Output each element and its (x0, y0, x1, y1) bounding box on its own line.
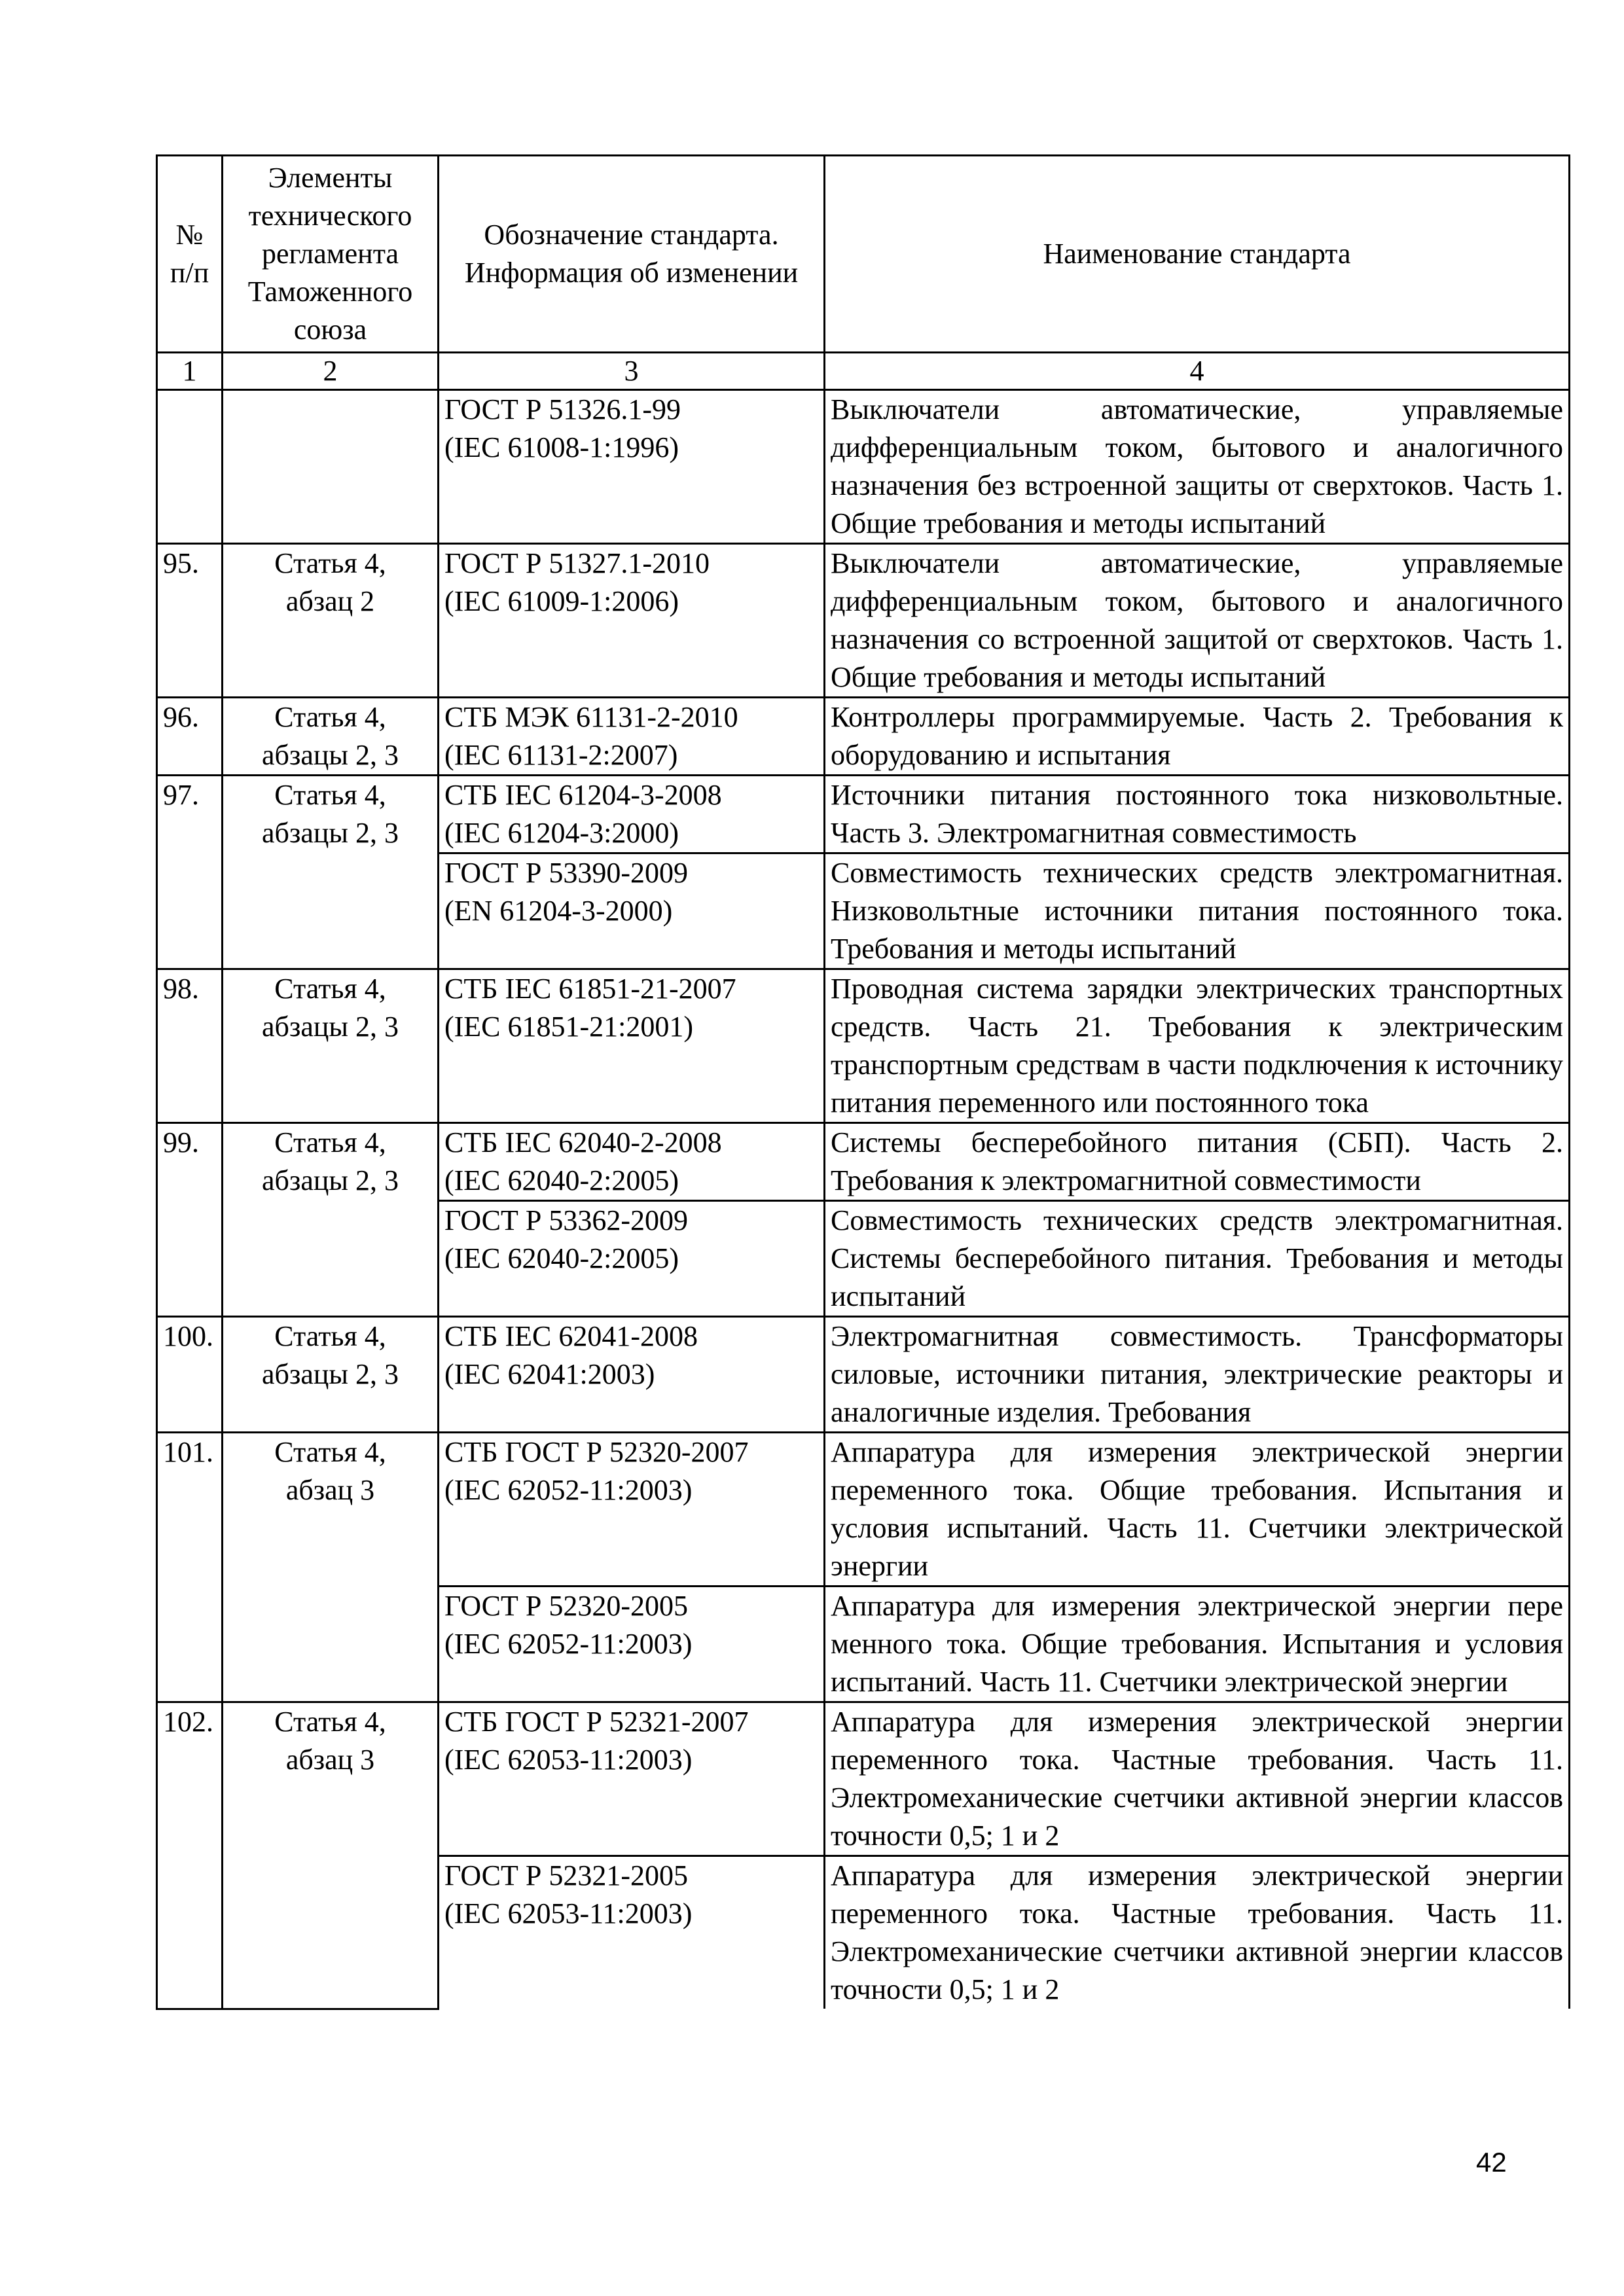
standard-designation-line: (IEC 62053-11:2003) (444, 1897, 693, 1929)
standard-designation-line: ГОСТ Р 52321-2005 (444, 1859, 689, 1892)
row-number: 99. (157, 1123, 223, 1317)
standard-designation-line: (IEC 62040-2:2005) (444, 1242, 679, 1274)
standard-designation-line: СТБ IEC 61851-21-2007 (444, 973, 736, 1005)
standard-designation (439, 1587, 825, 1702)
standard-designation (439, 1201, 825, 1317)
row-number: 95. (157, 544, 223, 698)
table-row (157, 1702, 1570, 1856)
column-number-1: 1 (157, 353, 223, 390)
standard-name: Источники питания постоянного тока низковольтные. Часть 3. Электромагнитная совместимость (825, 776, 1570, 853)
table-row (157, 544, 1570, 698)
row-tr-element (223, 969, 439, 1123)
table-row (157, 1433, 1570, 1587)
row-tr-element (223, 1123, 439, 1317)
tr-element-line: Статья 4, (274, 547, 386, 579)
standard-designation-line: (IEC 61131-2:2007) (444, 739, 678, 771)
header-number: № п/п (157, 156, 223, 353)
table-row (157, 776, 1570, 853)
column-number-2: 2 (223, 353, 439, 390)
standard-designation-line: (IEC 61851-21:2001) (444, 1011, 694, 1043)
standard-designation-line: (IEC 61204-3:2000) (444, 817, 679, 849)
tr-element-line: Статья 4, (274, 701, 386, 733)
standard-designation (439, 853, 825, 969)
column-number-4: 4 (825, 353, 1570, 390)
standard-designation-line: ГОСТ Р 53390-2009 (444, 857, 689, 889)
standard-designation-line: (IEC 62041:2003) (444, 1358, 655, 1390)
tr-element-line: абзац 2 (285, 585, 375, 617)
table-row (157, 969, 1570, 1123)
tr-element-line: Статья 4, (274, 1706, 386, 1738)
standard-name: Выключатели автоматические, управляемые дифференциальным током, бытового и аналогичного назначения без встроенной защиты от сверхтоков. Часть 1. Общие требования и методы испытаний (825, 390, 1570, 544)
standard-name: Системы бесперебойного питания (СБП). Часть 2. Требования к электромагнитной совместимости (825, 1123, 1570, 1201)
standard-designation-line: СТБ IEC 62041-2008 (444, 1320, 698, 1352)
header-tr-elements: Элементы технического регламента Таможенного союза (223, 156, 439, 353)
standard-name: Аппаратура для измерения электрической энергии переменного тока. Частные требования. Часть 11. Электромеханические счетчики активной энергии классов точности 0,5; 1 и 2 (825, 1856, 1570, 2009)
row-number: 98. (157, 969, 223, 1123)
table-row (157, 698, 1570, 776)
tr-element-line: Статья 4, (274, 1320, 386, 1352)
row-number: 101. (157, 1433, 223, 1702)
standard-designation-line: ГОСТ Р 52320-2005 (444, 1590, 689, 1622)
row-number (157, 390, 223, 544)
standard-designation (439, 1317, 825, 1433)
standard-designation-line: ГОСТ Р 51327.1-2010 (444, 547, 710, 579)
standard-designation (439, 1123, 825, 1201)
row-tr-element (223, 1317, 439, 1433)
standard-designation (439, 1702, 825, 1856)
standard-name: Аппаратура для измерения электрической энергии переменного тока. Частные требования. Часть 11. Электромеханические счетчики активной энергии классов точности 0,5; 1 и 2 (825, 1702, 1570, 1856)
standard-designation (439, 1856, 825, 2009)
row-number: 100. (157, 1317, 223, 1433)
header-standard-name: Наименование стандарта (825, 156, 1570, 353)
tr-element-line: Статья 4, (274, 1436, 386, 1468)
column-number-3: 3 (439, 353, 825, 390)
standard-name: Электромагнитная совместимость. Трансформаторы силовые, источники питания, электрические реакторы и аналогичные изделия. Требования (825, 1317, 1570, 1433)
row-tr-element (223, 1702, 439, 2009)
standard-name: Аппаратура для измерения электрической энергии пере менного тока. Общие требования. Испытания и условия испытаний. Часть 11. Счетчики электрической энергии (825, 1587, 1570, 1702)
tr-element-line: абзац 3 (285, 1744, 375, 1776)
header-standard-designation: Обозначение стандарта. Информация об изменении (439, 156, 825, 353)
tr-element-line: абзацы 2, 3 (262, 1358, 399, 1390)
row-tr-element (223, 698, 439, 776)
tr-element-line: абзацы 2, 3 (262, 1164, 399, 1196)
tr-element-line: Статья 4, (274, 1126, 386, 1158)
table-body (157, 390, 1570, 2009)
page-number: 42 (1476, 2147, 1507, 2178)
standard-designation (439, 776, 825, 853)
standard-designation (439, 1433, 825, 1587)
column-numbers-row (157, 353, 1570, 390)
standards-table (156, 154, 1570, 2010)
standard-designation-line: СТБ IEC 62040-2-2008 (444, 1126, 722, 1158)
tr-element-line: абзацы 2, 3 (262, 1011, 399, 1043)
tr-element-line: абзац 3 (285, 1474, 375, 1506)
standard-name: Совместимость технических средств электромагнитная. Низковольтные источники питания постоянного тока. Требования и методы испытаний (825, 853, 1570, 969)
standard-name: Выключатели автоматические, управляемые дифференциальным током, бытового и аналогичного назначения со встроенной защитой от сверхтоков. Часть 1. Общие требования и методы испытаний (825, 544, 1570, 698)
standard-designation-line: (IEC 62040-2:2005) (444, 1164, 679, 1196)
row-tr-element (223, 390, 439, 544)
standard-name: Совместимость технических средств электромагнитная. Системы бесперебойного питания. Требования и методы испытаний (825, 1201, 1570, 1317)
standard-designation (439, 969, 825, 1123)
standard-designation (439, 390, 825, 544)
standard-designation-line: СТБ ГОСТ Р 52320-2007 (444, 1436, 749, 1468)
standard-designation-line: (IEC 61009-1:2006) (444, 585, 679, 617)
standard-designation-line: ГОСТ Р 53362-2009 (444, 1204, 689, 1236)
standard-designation-line: СТБ МЭК 61131-2-2010 (444, 701, 738, 733)
standard-designation-line: (IEC 62052-11:2003) (444, 1628, 693, 1660)
standard-designation-line: (IEC 61008-1:1996) (444, 431, 679, 463)
standard-designation-line: СТБ IEC 61204-3-2008 (444, 779, 722, 811)
table-header-row (157, 156, 1570, 353)
row-number: 97. (157, 776, 223, 969)
row-tr-element (223, 776, 439, 969)
standard-name: Проводная система зарядки электрических транспортных средств. Часть 21. Требования к электрическим транспортным средствам в части подключения к источнику питания переменного или постоянного тока (825, 969, 1570, 1123)
standard-designation (439, 698, 825, 776)
standard-name: Контроллеры программируемые. Часть 2. Требования к оборудованию и испытания (825, 698, 1570, 776)
tr-element-line: абзацы 2, 3 (262, 817, 399, 849)
row-number: 96. (157, 698, 223, 776)
standard-name: Аппаратура для измерения электрической энергии переменного тока. Общие требования. Испытания и условия испытаний. Часть 11. Счетчики электрической энергии (825, 1433, 1570, 1587)
standard-designation-line: (IEC 62053-11:2003) (444, 1744, 693, 1776)
table-row (157, 1317, 1570, 1433)
row-number: 102. (157, 1702, 223, 2009)
tr-element-line: абзацы 2, 3 (262, 739, 399, 771)
standard-designation-line: СТБ ГОСТ Р 52321-2007 (444, 1706, 749, 1738)
standard-designation-line: (IEC 62052-11:2003) (444, 1474, 693, 1506)
row-tr-element (223, 544, 439, 698)
standard-designation (439, 544, 825, 698)
table-row (157, 1123, 1570, 1201)
row-tr-element (223, 1433, 439, 1702)
tr-element-line: Статья 4, (274, 973, 386, 1005)
standard-designation-line: ГОСТ Р 51326.1-99 (444, 393, 681, 425)
table-row (157, 390, 1570, 544)
tr-element-line: Статья 4, (274, 779, 386, 811)
standard-designation-line: (EN 61204-3-2000) (444, 895, 673, 927)
